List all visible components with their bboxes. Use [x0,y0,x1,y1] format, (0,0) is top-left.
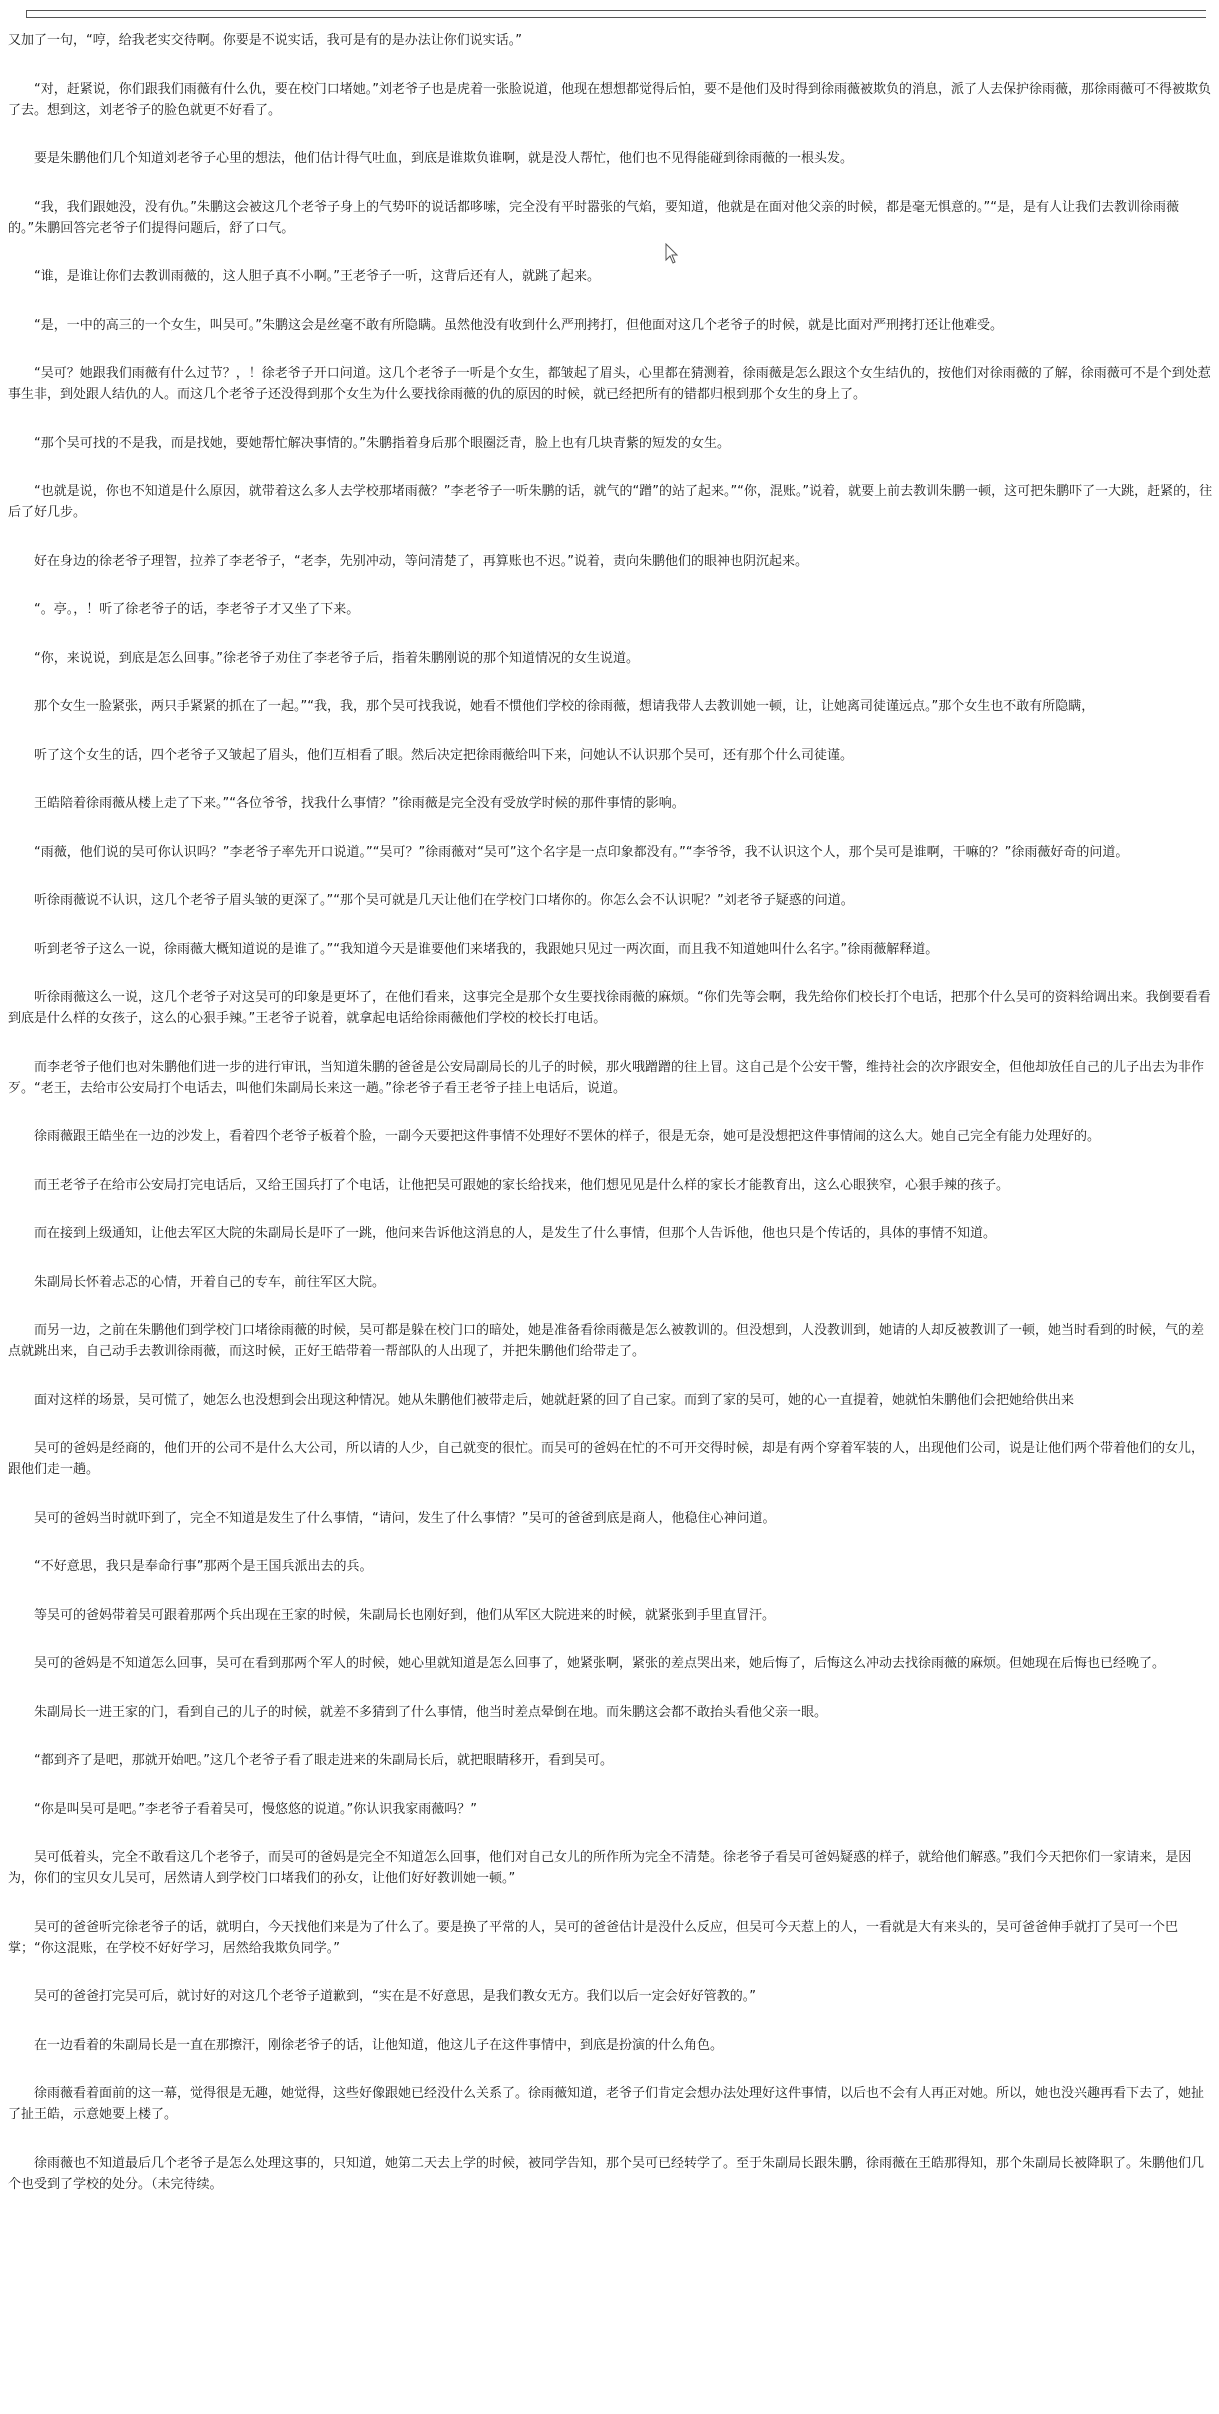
paragraph: 那个女生一脸紧张，两只手紧紧的抓在了一起。”“我，我，那个吴可找我说，她看不惯他们学校的徐雨薇，想请我带人去教训她一顿，让，让她离司徒谨远点。”那个女生也不敢有所隐瞒， [34,699,1095,714]
paragraph: “是，一中的高三的一个女生，叫吴可。”朱鹏这会是丝毫不敢有所隐瞒。虽然他没有收到什么严刑拷打，但他面对这几个老爷子的时候，就是比面对严刑拷打还让他难受。 [34,317,1003,333]
article-body [8,30,1213,2222]
paragraph: 听到老爷子这么一说，徐雨薇大概知道说的是谁了。”“我知道今天是谁要他们来堵我的，我跟她只见过一两次面，而且我不知道她叫什么名字。”徐雨薇解释道。 [34,941,939,957]
paragraph: 听徐雨薇这么一说，这几个老爷子对这吴可的印象是更坏了，在他们看来，这事完全是那个女生要找徐雨薇的麻烦。“你们先等会啊，我先给你们校长打个电话，把那个什么吴可的资料给调出来。我倒要看看到底是什么样的女孩子，这么的心狠手辣。”王老爷子说着，就拿起电话给徐雨薇他们学校的校长打电话。 [8,990,1211,1026]
paragraph: 又加了一句，“哼，给我老实交待啊。你要是不说实话，我可是有的是办法让你们说实话。” [8,33,522,48]
paragraph: 面对这样的场景，吴可慌了，她怎么也没想到会出现这种情况。她从朱鹏他们被带走后，她就赶紧的回了自己家。而到了家的吴可，她的心一直提着，她就怕朱鹏他们会把她给供出来 [34,1392,1075,1408]
paragraph: 王皓陪着徐雨薇从楼上走了下来。”“各位爷爷，找我什么事情？”徐雨薇是完全没有受放学时候的那件事情的影响。 [34,796,685,811]
paragraph: 而另一边，之前在朱鹏他们到学校门口堵徐雨薇的时候，吴可都是躲在校门口的暗处，她是准备看徐雨薇是怎么被教训的。但没想到，人没教训到，她请的人却反被教训了一顿，她当时看到的时候，气的差点就跳出来，自己动手去教训徐雨薇，而这时候，正好王皓带着一帮部队的人出现了，并把朱鹏他们给带走了。 [8,1323,1205,1359]
paragraph: 而王老爷子在给市公安局打完电话后，又给王国兵打了个电话，让他把吴可跟她的家长给找来，他们想见见是什么样的家长才能教育出，这么心眼狭窄，心狠手辣的孩子。 [34,1177,1010,1193]
paragraph: 吴可的爸妈是经商的，他们开的公司不是什么大公司，所以请的人少，自己就变的很忙。而吴可的爸妈在忙的不可开交得时候，却是有两个穿着军装的人，出现他们公司，说是让他们两个带着他们的女儿，跟他们走一趟。 [8,1441,1205,1477]
paragraph: “我，我们跟她没，没有仇。”朱鹏这会被这几个老爷子身上的气势吓的说话都哆嗦，完全没有平时嚣张的气焰，要知道，他就是在面对他父亲的时候，都是毫无惧意的。”“是，是有人让我们去教训徐雨薇的。”朱鹏回答完老爷子们提得问题后，舒了口气。 [8,199,1179,236]
paragraph: “吴可？她跟我们雨薇有什么过节？，！徐老爷子开口问道。这几个老爷子一听是个女生，都皱起了眉头，心里都在猜测着，徐雨薇是怎么跟这个女生结仇的，按他们对徐雨薇的了解，徐雨薇可不是个到处惹事生非，到处跟人结仇的人。而这几个老爷子还没得到那个女生为什么要找徐雨薇的仇的原因的时候，就已经把所有的错都归根到那个女生的身上了。 [8,366,1211,402]
paragraph: “那个吴可找的不是我，而是找她，要她帮忙解决事情的。”朱鹏指着身后那个眼圈泛青，脸上也有几块青紫的短发的女生。 [34,435,730,451]
paragraph: 徐雨薇跟王皓坐在一边的沙发上，看着四个老爷子板着个脸，一副今天要把这件事情不处理好不罢休的样子，很是无奈，她可是没想把这件事情闹的这么大。她自己完全有能力处理好的。 [34,1129,1101,1144]
top-border-bar [26,10,1206,18]
paragraph: “你，来说说，到底是怎么回事。”徐老爷子劝住了李老爷子后，指着朱鹏刚说的那个知道情况的女生说道。 [34,650,639,666]
paragraph: 徐雨薇看着面前的这一幕，觉得很是无趣，她觉得，这些好像跟她已经没什么关系了。徐雨薇知道，老爷子们肯定会想办法处理好这件事情，以后也不会有人再正对她。所以，她也没兴趣再看下去了，她扯了扯王皓，示意她要上楼了。 [8,2086,1205,2122]
paragraph: “也就是说，你也不知道是什么原因，就带着这么多人去学校那堵雨薇？”李老爷子一听朱鹏的话，就气的“蹭”的站了起来。”“你，混账。”说着，就要上前去教训朱鹏一顿，这可把朱鹏吓了一大跳，赶紧的，往后了好几步。 [8,484,1213,520]
paragraph: “对，赶紧说，你们跟我们雨薇有什么仇，要在校门口堵她。”刘老爷子也是虎着一张脸说道，他现在想想都觉得后怕，要不是他们及时得到徐雨薇被欺负的消息，派了人去保护徐雨薇，那徐雨薇可不得被欺负了去。想到这，刘老爷子的脸色就更不好看了。 [8,81,1211,118]
paragraph: “你是叫吴可是吧。”李老爷子看着吴可，慢悠悠的说道。”你认识我家雨薇吗？” [34,1801,477,1817]
paragraph: 吴可的爸爸听完徐老爷子的话，就明白，今天找他们来是为了什么了。要是换了平常的人，吴可的爸爸估计是没什么反应，但吴可今天惹上的人，一看就是大有来头的，吴可爸爸伸手就打了吴可一个巴掌；“你这混账，在学校不好好学习，居然给我欺负同学。” [8,1919,1179,1956]
paragraph: 等吴可的爸妈带着吴可跟着那两个兵出现在王家的时候，朱副局长也刚好到，他们从军区大院进来的时候，就紧张到手里直冒汗。 [34,1607,776,1623]
paragraph: 而在接到上级通知，让他去军区大院的朱副局长是吓了一跳，他问来告诉他这消息的人，是发生了什么事情，但那个人告诉他，他也只是个传话的，具体的事情不知道。 [34,1226,997,1241]
paragraph: 好在身边的徐老爷子理智，拉养了李老爷子，“老李，先别冲动，等问清楚了，再算账也不迟。”说着，责向朱鹏他们的眼神也阴沉起来。 [34,553,808,569]
paragraph: 吴可低着头，完全不敢看这几个老爷子，而吴可的爸妈是完全不知道怎么回事，他们对自己女儿的所作所为完全不清楚。徐老爷子看吴可爸妈疑惑的样子，就给他们解惑。”我们今天把你们一家请来，是因为，你们的宝贝女儿吴可，居然请人到学校门口堵我们的孙女，让他们好好教训她一顿。” [8,1850,1192,1886]
paragraph: “。亭。，！听了徐老爷子的话，李老爷子才又坐了下来。 [34,602,360,617]
paragraph: 吴可的爸妈当时就吓到了，完全不知道是发生了什么事情，“请问，发生了什么事情？”吴可的爸爸到底是商人，他稳住心神问道。 [34,1510,776,1526]
paragraph: “不好意思，我只是奉命行事”那两个是王国兵派出去的兵。 [34,1559,373,1574]
paragraph: 朱副局长一进王家的门，看到自己的儿子的时候，就差不多猜到了什么事情，他当时差点晕倒在地。而朱鹏这会都不敢抬头看他父亲一眼。 [34,1704,828,1720]
paragraph: 要是朱鹏他们几个知道刘老爷子心里的想法，他们估计得气吐血，到底是谁欺负谁啊，就是没人帮忙，他们也不见得能碰到徐雨薇的一根头发。 [34,151,854,166]
paragraph: 朱副局长怀着忐忑的心情，开着自己的专车，前往军区大院。 [34,1274,386,1290]
paragraph: 在一边看着的朱副局长是一直在那擦汗，刚徐老爷子的话，让他知道，他这儿子在这件事情中，到底是扮演的什么角色。 [34,2037,724,2053]
paragraph: 听徐雨薇说不认识，这几个老爷子眉头皱的更深了。”“那个吴可就是几天让他们在学校门口堵你的。你怎么会不认识呢？”刘老爷子疑惑的问道。 [34,893,854,908]
paragraph: 徐雨薇也不知道最后几个老爷子是怎么处理这事的，只知道，她第二天去上学的时候，被同学告知，那个吴可已经转学了。至于朱副局长跟朱鹏，徐雨薇在王皓那得知，那个朱副局长被降职了。朱鹏他们几个也受到了学校的处分。（未完待续。 [8,2155,1205,2192]
paragraph: “都到齐了是吧，那就开始吧。”这几个老爷子看了眼走进来的朱副局长后，就把眼睛移开，看到吴可。 [34,1753,613,1768]
paragraph: 听了这个女生的话，四个老爷子又皱起了眉头，他们互相看了眼。然后决定把徐雨薇给叫下来，问她认不认识那个吴可，还有那个什么司徒谨。 [34,747,854,763]
paragraph: 吴可的爸爸打完吴可后，就讨好的对这几个老爷子道歉到，“实在是不好意思，是我们教女无方。我们以后一定会好好管教的。” [34,1989,756,2004]
paragraph: 而李老爷子他们也对朱鹏他们进一步的进行审讯，当知道朱鹏的爸爸是公安局副局长的儿子的时候，那火哦蹭蹭的往上冒。这自己是个公安干警，维持社会的次序跟安全，但他却放任自己的儿子出去为非作歹。“老王，去给市公安局打个电话去，叫他们朱副局长来这一趟。”徐老爷子看王老爷子挂上电话后，说道。 [8,1059,1205,1096]
paragraph: “雨薇，他们说的吴可你认识吗？”李老爷子率先开口说道。”“吴可？”徐雨薇对“吴可”这个名字是一点印象都没有。”“李爷爷，我不认识这个人，那个吴可是谁啊，干嘛的？”徐雨薇好奇的问道。 [34,844,1129,860]
paragraph: 吴可的爸妈是不知道怎么回事，吴可在看到那两个军人的时候，她心里就知道是怎么回事了，她紧张啊，紧张的差点哭出来，她后悔了，后悔这么冲动去找徐雨薇的麻烦。但她现在后悔也已经晚了。 [34,1656,1166,1671]
paragraph: “谁，是谁让你们去教训雨薇的，这人胆子真不小啊。”王老爷子一听，这背后还有人，就跳了起来。 [34,269,600,284]
